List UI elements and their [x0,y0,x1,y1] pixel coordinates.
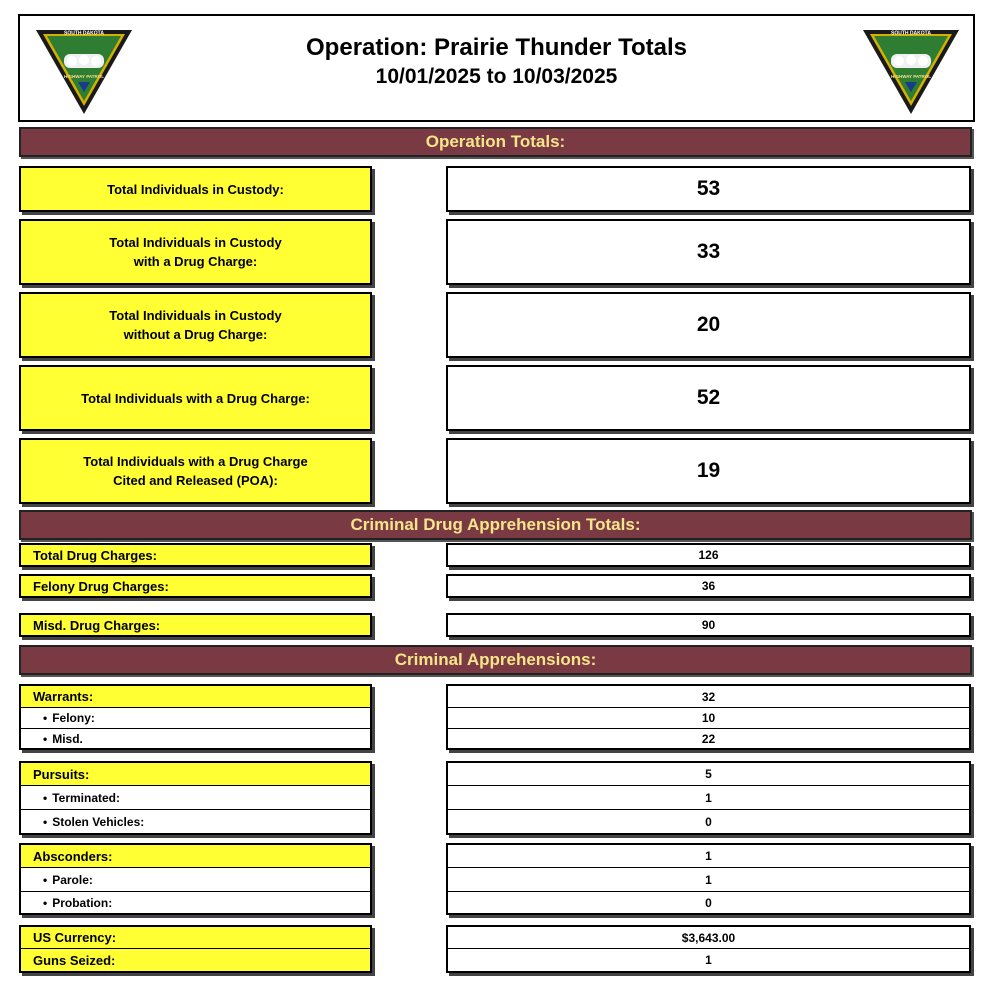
label-text: Total Individuals in Custody with a Drug Charge: [109,235,282,269]
warrants-value-group [446,684,971,750]
pursuits-label: Pursuits: [21,763,370,786]
total-drug-charges-value: 126 [446,543,971,567]
label-text: Misd. [52,731,83,746]
warrants-misd-value: 22 [448,729,969,748]
operation-totals-heading: Operation Totals: [19,127,972,157]
warrants-value: 32 [448,686,969,708]
pursuits-terminated-value: 1 [448,786,969,810]
warrants-misd-label: • Misd. [21,729,370,748]
warrants-label: Warrants: [21,686,370,708]
custody-drug-charge-value: 33 [446,219,971,285]
drug-totals-heading: Criminal Drug Apprehension Totals: [19,510,972,540]
cited-released-label [19,438,372,504]
pursuits-label-group [19,761,372,835]
warrants-felony-label: • Felony: [21,708,370,729]
logo-top-text: SOUTH DAKOTA [64,30,104,37]
label-text: Terminated: [52,790,120,805]
warrants-label-group [19,684,372,750]
cited-released-value: 19 [446,438,971,504]
logo-top-text: SOUTH DAKOTA [891,30,931,37]
seizures-label-group [19,925,372,973]
label-text: Stolen Vehicles: [52,814,145,829]
label-text: Total Individuals with a Drug Charge: [81,390,310,406]
logo-bottom-text: HIGHWAY PATROL [63,74,105,79]
total-drug-charges-label: Total Drug Charges: [19,543,372,567]
custody-total-value: 53 [446,166,971,212]
custody-total-label [19,166,372,212]
drug-charge-total-label [19,365,372,431]
drug-charge-total-value: 52 [446,365,971,431]
pursuits-stolen-vehicles-label: • Stolen Vehicles: [21,810,370,833]
logo-bottom-text: HIGHWAY PATROL [890,74,932,79]
us-currency-label: US Currency: [21,927,370,949]
absconders-probation-value: 0 [448,892,969,913]
custody-no-drug-charge-label [19,292,372,358]
custody-drug-charge-label [19,219,372,285]
absconders-probation-label: • Probation: [21,892,370,913]
felony-drug-charges-label: Felony Drug Charges: [19,574,372,598]
felony-drug-charges-value: 36 [446,574,971,598]
absconders-parole-label: • Parole: [21,868,370,892]
guns-seized-value: 1 [448,949,969,971]
seizures-value-group [446,925,971,973]
report-date-range: 10/01/2025 to 10/03/2025 [375,65,618,88]
label-text: Felony: [52,711,95,725]
custody-no-drug-charge-value: 20 [446,292,971,358]
pursuits-value: 5 [448,763,969,786]
misd-drug-charges-label: Misd. Drug Charges: [19,613,372,637]
warrants-felony-value: 10 [448,708,969,729]
absconders-label-group [19,843,372,915]
absconders-parole-value: 1 [448,868,969,892]
absconders-value-group [446,843,971,915]
label-text: Probation: [52,895,113,910]
report-header [18,14,975,122]
absconders-value: 1 [448,845,969,868]
label-text: Total Individuals in Custody: [107,181,284,197]
guns-seized-label: Guns Seized: [21,949,370,971]
report-title: Operation: Prairie Thunder Totals [306,34,687,61]
label-text: Parole: [52,872,93,887]
highway-patrol-logo-right [861,26,961,116]
apprehensions-heading: Criminal Apprehensions: [19,645,972,675]
pursuits-stolen-vehicles-value: 0 [448,810,969,833]
label-text: Total Individuals in Custody without a Drug Charge: [109,308,282,342]
label-text: Total Individuals with a Drug Charge Cited and Released (POA): [83,454,308,488]
pursuits-terminated-label: • Terminated: [21,786,370,810]
us-currency-value: $3,643.00 [448,927,969,949]
misd-drug-charges-value: 90 [446,613,971,637]
pursuits-value-group [446,761,971,835]
absconders-label: Absconders: [21,845,370,868]
